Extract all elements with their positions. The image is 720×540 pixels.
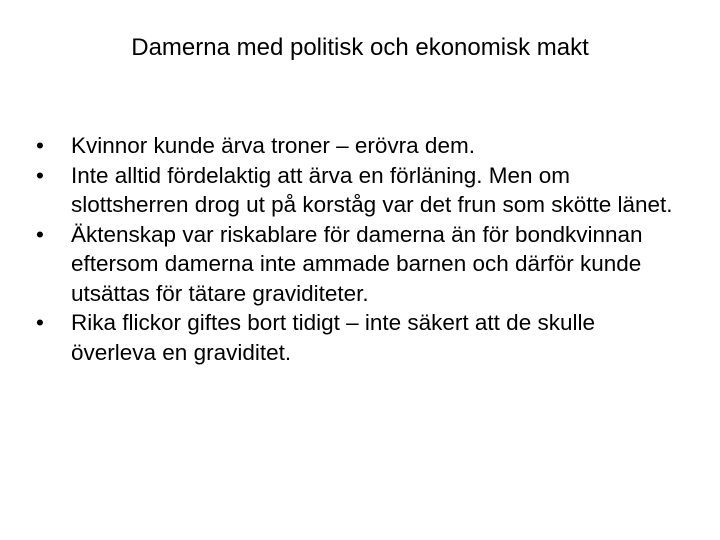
bullet-icon: • xyxy=(36,221,44,247)
bullet-item xyxy=(36,161,676,220)
bullet-item xyxy=(36,131,676,161)
bullet-item xyxy=(36,308,676,367)
bullet-icon: • xyxy=(36,310,44,335)
bullet-item xyxy=(36,220,676,309)
bullet-icon: • xyxy=(36,162,44,188)
bullet-text: Äktenskap var riskablare för damerna än för bondkvinnan eftersom damerna inte ammade barnen och därför kunde utsättas för tätare graviditeter. xyxy=(71,221,643,306)
bullet-list xyxy=(36,131,676,367)
bullet-icon: • xyxy=(36,133,44,158)
slide-title: Damerna med politisk och ekonomisk makt xyxy=(131,34,589,61)
bullet-text: Inte alltid fördelaktig att ärva en förläning. Men om slottsherren drog ut på korståg var det frun som skötte länet. xyxy=(71,162,673,217)
bullet-text: Rika flickor giftes bort tidigt – inte säkert att de skulle överleva en graviditet. xyxy=(71,310,595,365)
bullet-text: Kvinnor kunde ärva troner – erövra dem. xyxy=(71,133,475,158)
